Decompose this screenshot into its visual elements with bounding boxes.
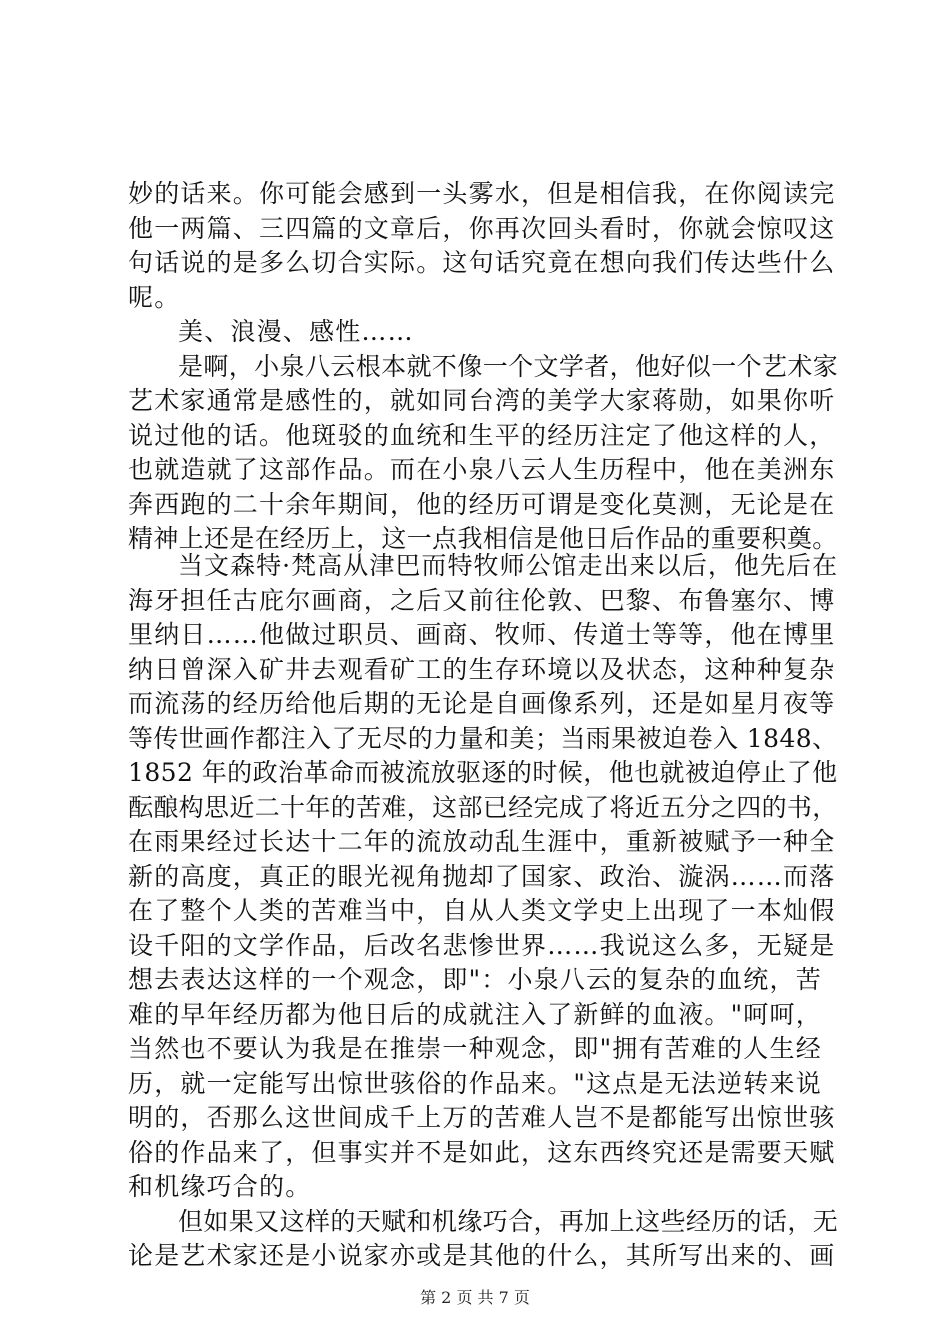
- text-line-28: 明的，否那么这世间成千上万的苦难人岂不是都能写出惊世骇: [128, 1103, 836, 1132]
- text-line-20: 在雨果经过长达十二年的流放动乱生涯中，重新被赋予一种全: [128, 827, 836, 856]
- text-line-24: 想去表达这样的一个观念，即"：小泉八云的复杂的血统，苦: [128, 965, 822, 994]
- text-line-29: 俗的作品来了，但事实并不是如此，这东西终究还是需要天赋: [128, 1137, 836, 1167]
- text-line-32: 论是艺术家还是小说家亦或是其他的什么，其所写出来的、画: [128, 1241, 836, 1270]
- text-line-8: 说过他的话。他斑驳的血统和生平的经历注定了他这样的人，: [128, 420, 836, 450]
- text-line-31: 但如果又这样的天赋和机缘巧合，再加上这些经历的话，无: [178, 1206, 839, 1236]
- text-line-9: 也就造就了这部作品。而在小泉八云人生历程中，他在美洲东: [128, 455, 836, 484]
- text-line-14: 里纳日……他做过职员、画商、牧师、传道士等等，他在博里: [128, 620, 836, 649]
- text-line-11: 精神上还是在经历上，这一点我相信是他日后作品的重要积奠。: [128, 524, 838, 553]
- text-line-12: 当文森特·梵高从津巴而特牧师公馆走出来以后，他先后在: [178, 551, 839, 580]
- text-line-2: 他一两篇、三四篇的文章后，你再次回头看时，你就会惊叹这: [128, 213, 836, 243]
- text-line-6: 是啊，小泉八云根本就不像一个文学者，他好似一个艺术家: [178, 351, 839, 381]
- text-line-19: 酝酿构思近二十年的苦难，这部已经完成了将近五分之四的书，: [128, 792, 838, 822]
- text-line-16: 而流荡的经历给他后期的无论是自画像系列，还是如星月夜等: [128, 689, 836, 718]
- text-line-27: 历，就一定能写出惊世骇俗的作品来。"这点是无法逆转来说: [128, 1068, 822, 1098]
- text-line-22: 在了整个人类的苦难当中，自从人类文学史上出现了一本灿假: [128, 896, 836, 925]
- text-line-18: 1852 年的政治革命而被流放驱逐的时候，他也就被迫停止了他: [128, 758, 838, 787]
- text-line-26: 当然也不要认为我是在推崇一种观念，即"拥有苦难的人生经: [128, 1034, 822, 1063]
- text-line-5: 美、浪漫、感性……: [178, 317, 414, 346]
- text-line-25: 难的早年经历都为他日后的成就注入了新鲜的血液。"呵呵，: [128, 999, 822, 1029]
- text-line-1: 妙的话来。你可能会感到一头雾水，但是相信我，在你阅读完: [128, 179, 836, 208]
- text-line-7: 艺术家通常是感性的，就如同台湾的美学大家蒋勋，如果你听: [128, 386, 836, 415]
- text-line-30: 和机缘巧合的。: [128, 1172, 312, 1201]
- page-number-footer: 第 2 页 共 7 页: [420, 1288, 530, 1307]
- text-line-23: 设千阳的文学作品，后改名悲惨世界……我说这么多，无疑是: [128, 930, 836, 960]
- text-line-21: 新的高度，真正的眼光视角抛却了国家、政治、漩涡……而落: [128, 861, 836, 891]
- text-line-13: 海牙担任古庇尔画商，之后又前往伦敦、巴黎、布鲁塞尔、博: [128, 585, 836, 615]
- text-line-15: 纳日曾深入矿井去观看矿工的生存环境以及状态，这种种复杂: [128, 654, 836, 684]
- text-line-3: 句话说的是多么切合实际。这句话究竟在想向我们传达些什么: [128, 248, 836, 277]
- text-line-10: 奔西跑的二十余年期间，他的经历可谓是变化莫测，无论是在: [128, 489, 836, 519]
- text-line-4: 呢。: [128, 282, 181, 312]
- text-line-17: 等传世画作都注入了无尽的力量和美；当雨果被迫卷入 1848、: [128, 723, 838, 753]
